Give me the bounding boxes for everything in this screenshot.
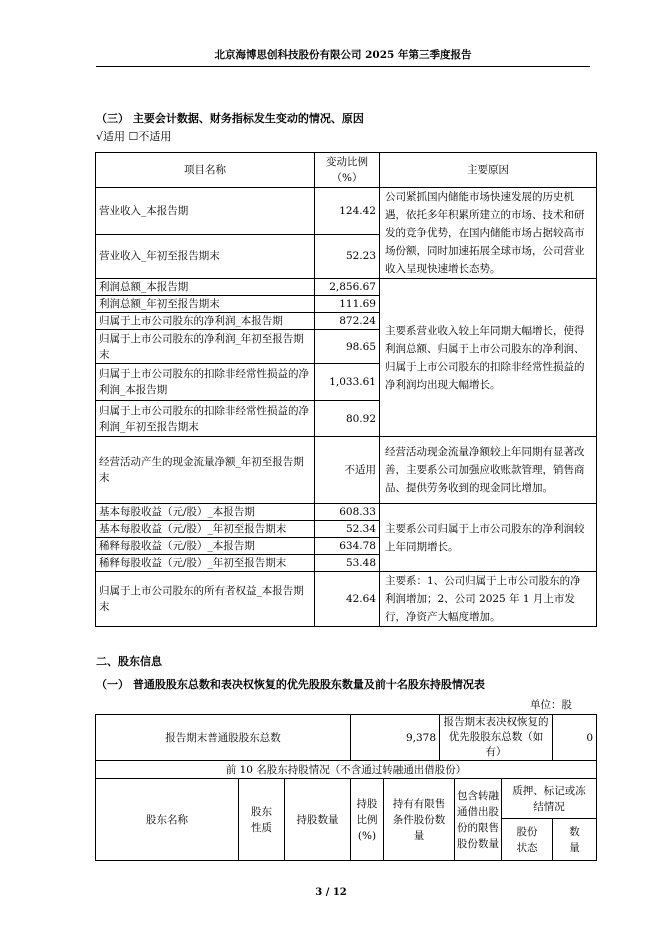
col-shares: 持股数量	[285, 779, 351, 861]
total-holders-label: 报告期末普通股股东总数	[96, 715, 351, 761]
row-value: 52.23	[315, 234, 380, 278]
col-shareholder-name: 股东名称	[96, 779, 239, 861]
row-item: 归属于上市公司股东的净利润_年初至报告期末	[96, 330, 315, 364]
row-item: 经营活动产生的现金流量净额_年初至报告期末	[96, 437, 315, 504]
reason-revenue: 公司紧抓国内储能市场快速发展的历史机遇，依托多年积累所建立的市场、技术和研发的竞争优势，在国内储能市场占据较高市场份额，同时加速拓展全球市场，公司营业收入呈现快速增长态势。	[380, 188, 597, 279]
row-item: 营业收入_本报告期	[96, 188, 315, 235]
section-title: （三） 主要会计数据、财务指标发生变动的情况、原因	[96, 112, 364, 125]
reason-profit: 主要系营业收入较上年同期大幅增长，使得利润总额、归属于上市公司股东的净利润、归属于上市公司股东的扣除非经常性损益的净利润均出现大幅增长。	[380, 279, 597, 437]
page-header: 北京海博思创科技股份有限公司 2025 年第三季度报告	[96, 47, 590, 67]
reason-eps: 主要系公司归属于上市公司股东的净利润较上年同期增长。	[380, 504, 597, 572]
row-item: 归属于上市公司股东的净利润_本报告期	[96, 313, 315, 330]
shareholders-subtitle: （一） 普通股股东总数和表决权恢复的优先股股东数量及前十名股东持股情况表	[96, 678, 485, 691]
row-item: 基本每股收益（元/股）_年初至报告期末	[96, 521, 315, 538]
row-item: 利润总额_本报告期	[96, 279, 315, 296]
change-analysis-table	[95, 152, 597, 627]
shareholder-table	[95, 714, 597, 861]
col-lending: 包含转融通借出股份的限售股份数量	[455, 779, 502, 861]
row-value: 634.78	[315, 538, 380, 555]
header-item: 项目名称	[96, 153, 315, 188]
total-holders-value: 9,378	[351, 715, 440, 761]
row-value: 80.92	[315, 401, 380, 437]
row-value: 1,033.61	[315, 364, 380, 401]
page-number: 3 / 12	[315, 887, 347, 898]
col-pledge: 质押、标记或冻结情况	[502, 779, 597, 819]
row-value: 42.64	[315, 572, 380, 627]
col-restricted: 持有有限售条件股份数量	[384, 779, 455, 861]
row-value: 608.33	[315, 504, 380, 521]
row-value: 52.34	[315, 521, 380, 538]
row-item: 基本每股收益（元/股）_本报告期	[96, 504, 315, 521]
header-ratio: 变动比例（%）	[315, 153, 380, 188]
top10-title: 前 10 名股东持股情况（不含通过转融通出借股份）	[96, 761, 597, 779]
row-item: 稀释每股收益（元/股）_本报告期	[96, 538, 315, 555]
row-item: 稀释每股收益（元/股）_年初至报告期末	[96, 555, 315, 572]
col-pledge-quantity: 数量	[553, 819, 597, 861]
preferred-holders-label: 报告期末表决权恢复的优先股股东总数（如有）	[440, 715, 553, 761]
col-pledge-status: 股份状态	[502, 819, 553, 861]
row-item: 归属于上市公司股东的扣除非经常性损益的净利润_年初至报告期末	[96, 401, 315, 437]
row-value: 98.65	[315, 330, 380, 364]
preferred-holders-value: 0	[553, 715, 597, 761]
unit-label: 单位：股	[530, 699, 572, 711]
row-item: 归属于上市公司股东的扣除非经常性损益的净利润_本报告期	[96, 364, 315, 401]
col-ratio: 持股比例(%)	[351, 779, 384, 861]
row-item: 营业收入_年初至报告期末	[96, 234, 315, 278]
row-value: 不适用	[315, 437, 380, 504]
row-value: 872.24	[315, 313, 380, 330]
row-value: 53.48	[315, 555, 380, 572]
header-reason: 主要原因	[380, 153, 597, 188]
row-value: 2,856.67	[315, 279, 380, 296]
row-value: 124.42	[315, 188, 380, 235]
row-item: 利润总额_年初至报告期末	[96, 296, 315, 313]
applicable-indicator: √适用 ☐不适用	[96, 130, 172, 143]
col-shareholder-nature: 股东性质	[239, 779, 285, 861]
reason-cashflow: 经营活动现金流量净额较上年同期有显著改善，主要系公司加强应收账款管理，销售商品、提供劳务收到的现金同比增加。	[380, 437, 597, 504]
row-value: 111.69	[315, 296, 380, 313]
reason-equity: 主要系：1、公司归属于上市公司股东的净利润增加；2、公司 2025 年 1 月上市发行，净资产大幅度增加。	[380, 572, 597, 627]
row-item: 归属于上市公司股东的所有者权益_本报告期末	[96, 572, 315, 627]
shareholders-section-title: 二、股东信息	[96, 655, 162, 668]
